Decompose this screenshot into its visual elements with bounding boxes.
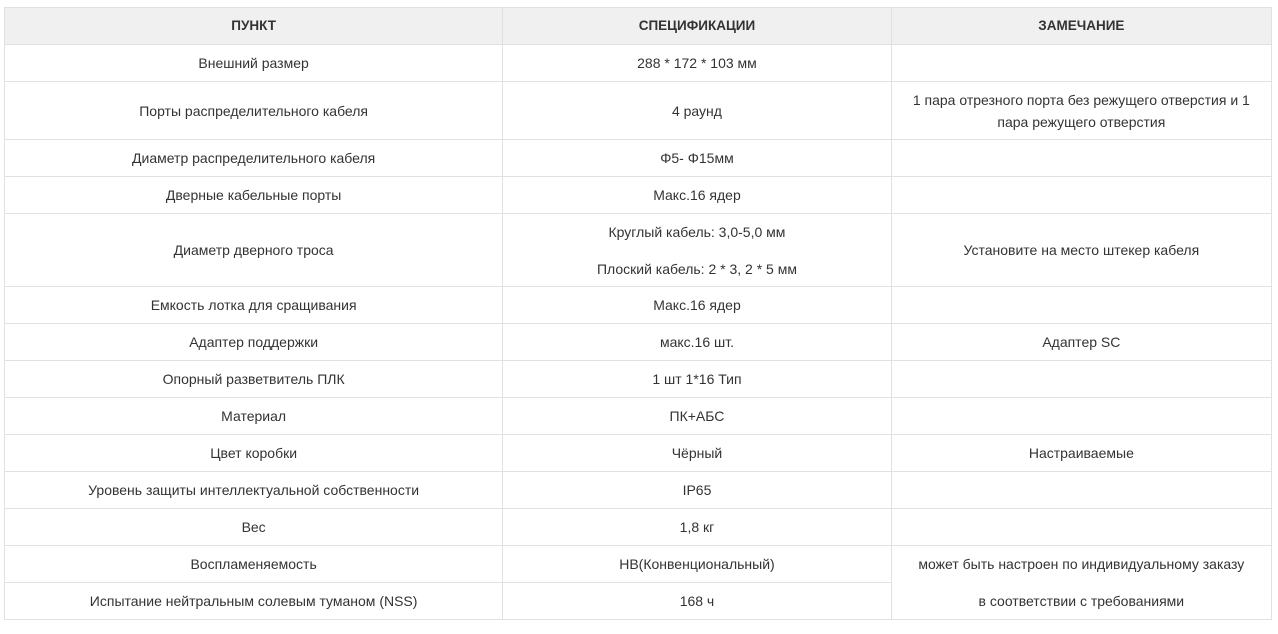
cell-spec: Φ5- Φ15мм [503,140,891,177]
cell-note [891,140,1271,177]
cell-item: Воспламеняемость [5,546,503,583]
cell-spec: макс.16 шт. [503,324,891,361]
cell-item: Емкость лотка для сращивания [5,287,503,324]
table-row [5,472,1272,509]
cell-spec: 4 раунд [503,82,891,140]
cell-note [891,509,1271,546]
cell-spec: 1 шт 1*16 Тип [503,361,891,398]
cell-item: Диаметр распределительного кабеля [5,140,503,177]
table-row [5,214,1272,287]
cell-note [891,361,1271,398]
cell-note [891,45,1271,82]
cell-note [891,472,1271,509]
table-row [5,361,1272,398]
cell-spec: Макс.16 ядер [503,177,891,214]
cell-spec: 1,8 кг [503,509,891,546]
cell-note-line: может быть настроен по индивидуальному заказу [918,556,1245,572]
cell-item: Вес [5,509,503,546]
cell-spec-line: Круглый кабель: 3,0-5,0 мм [608,223,786,240]
cell-spec-line: Плоский кабель: 2 * 3, 2 * 5 мм [596,260,797,277]
cell-note [891,398,1271,435]
cell-item: Порты распределительного кабеля [5,82,503,140]
cell-note-merged [891,546,1271,620]
table-row [5,45,1272,82]
cell-spec: 168 ч [503,583,891,620]
table-row [5,140,1272,177]
cell-item: Опорный разветвитель ПЛК [5,361,503,398]
header-specifications: СПЕЦИФИКАЦИИ [503,8,891,45]
table-row [5,177,1272,214]
cell-item: Дверные кабельные порты [5,177,503,214]
cell-spec: 288 * 172 * 103 мм [503,45,891,82]
cell-spec [503,214,891,287]
cell-item: Внешний размер [5,45,503,82]
cell-item: Испытание нейтральным солевым туманом (NSS) [5,583,503,620]
table-row [5,546,1272,583]
cell-note: Адаптер SC [891,324,1271,361]
cell-spec: HB(Конвенциональный) [503,546,891,583]
table-row [5,324,1272,361]
header-note: ЗАМЕЧАНИЕ [891,8,1271,45]
cell-note: Настраиваемые [891,435,1271,472]
cell-spec: Макс.16 ядер [503,287,891,324]
cell-item: Диаметр дверного троса [5,214,503,287]
cell-spec: IP65 [503,472,891,509]
table-header-row [5,8,1272,45]
table-row [5,435,1272,472]
cell-spec: ПК+АБС [503,398,891,435]
cell-item: Уровень защиты интеллектуальной собственности [5,472,503,509]
cell-spec: Чёрный [503,435,891,472]
table-row [5,509,1272,546]
specifications-table [4,7,1272,620]
cell-note-line: в соответствии с требованиями [978,593,1185,609]
cell-item: Материал [5,398,503,435]
cell-note: Установите на место штекер кабеля [891,214,1271,287]
cell-item: Цвет коробки [5,435,503,472]
cell-item: Адаптер поддержки [5,324,503,361]
cell-note: 1 пара отрезного порта без режущего отверстия и 1 пара режущего отверстия [891,82,1271,140]
header-item: ПУНКТ [5,8,503,45]
cell-note [891,177,1271,214]
table-row [5,287,1272,324]
cell-note [891,287,1271,324]
table-row [5,398,1272,435]
table-row [5,82,1272,140]
